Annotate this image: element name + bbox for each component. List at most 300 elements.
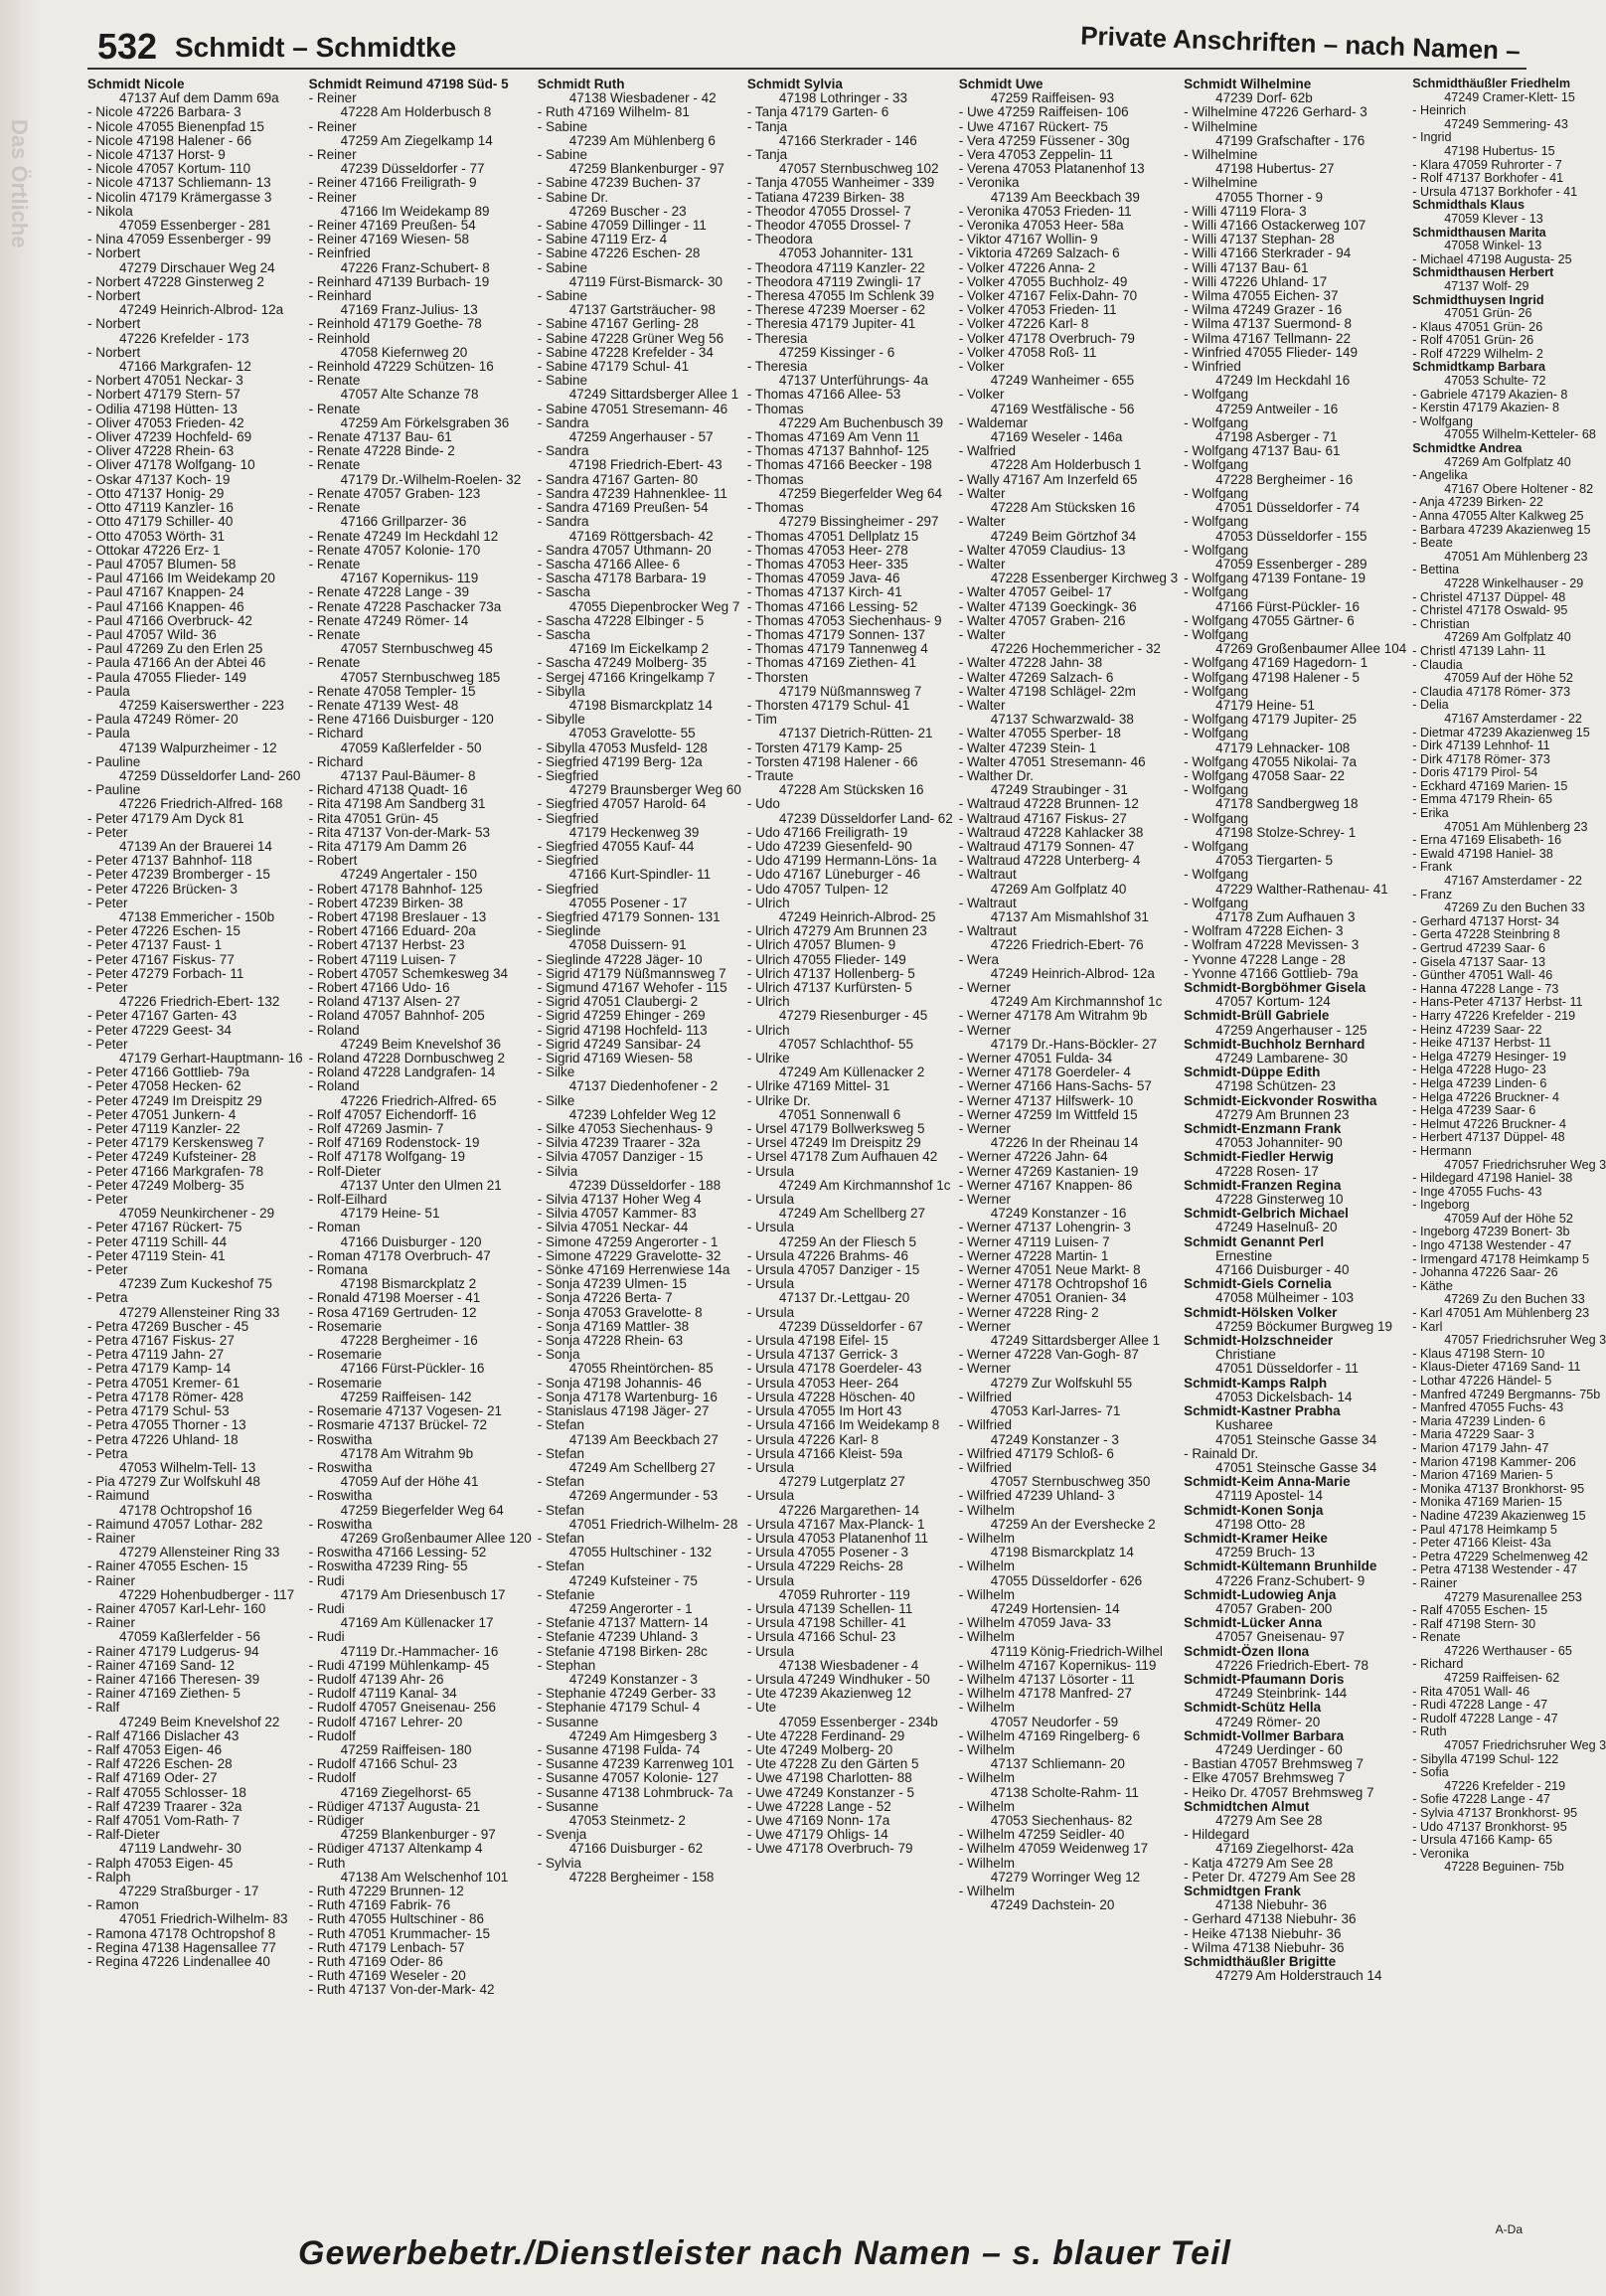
entry-name: - Ursula [746,1488,795,1504]
directory-entry [309,910,532,924]
directory-entry [1412,996,1606,1010]
directory-entry [959,1729,1178,1743]
directory-entry [87,148,303,162]
directory-entry [1412,253,1606,267]
entry-name: - Simone 47259 Angerorter - 1 [537,1233,719,1249]
directory-entry [959,868,1178,896]
entry-name: - Waltraut [958,867,1017,883]
entry-name: - Robert 47166 Eduard- 20a [308,923,476,939]
directory-entry [747,1673,953,1687]
entry-address: 47166 Im Weidekamp 89 [340,203,490,219]
directory-entry [538,473,741,487]
entry-name: - Petra 47226 Uhland- 18 [87,1431,239,1447]
entry-name: - Gabriele 47179 Akazien- 8 [1412,387,1568,402]
entry-name: Schmidt Nicole [87,77,185,91]
entry-name: - Klara 47059 Ruhrorter - 7 [1412,157,1562,172]
entry-name: - Ursula 47055 Posener - 3 [746,1545,908,1560]
entry-name: - Roland 47057 Bahnhof- 205 [308,1008,485,1024]
entry-name: - Hermann [1412,1143,1472,1158]
entry-name: - Richard [1412,1657,1464,1672]
entry-name: - Walter [958,626,1006,642]
directory-entry [1412,1807,1606,1821]
directory-entry [538,1038,741,1052]
entry-name: - Rainer 47169 Ziethen- 5 [87,1686,241,1702]
directory-entry [1184,205,1406,219]
directory-entry [1412,1131,1606,1145]
entry-address: 47228 Am Holderbusch 1 [990,457,1142,473]
directory-entry [538,967,741,981]
entry-address: 47228 Am Holderbusch 8 [340,104,492,120]
directory-entry [747,953,953,967]
directory-entry [87,1094,303,1108]
directory-entry [1412,564,1606,590]
entry-name: - Ute 47239 Akazienweg 12 [746,1686,912,1702]
directory-entry [309,995,532,1009]
directory-entry [309,1941,532,1955]
directory-entry [959,134,1178,148]
entry-address: 47057 Alte Schanze 78 [340,387,479,403]
entry-name: - Ulrich [746,1022,790,1038]
entry-name: - Ute [746,1700,777,1716]
entry-name: - Rolf 47229 Wilhelm- 2 [1412,346,1543,361]
directory-entry [1184,1306,1406,1334]
directory-entry [87,1616,303,1644]
directory-entry [309,332,532,360]
entry-name: - Rita 47179 Am Damm 26 [308,838,467,854]
entry-name: Schmidt-Brüll Gabriele [1184,1008,1330,1024]
entry-name: - Reinhold [308,330,371,346]
directory-entry [747,1489,953,1517]
entry-name: - Ursula [746,1304,795,1320]
directory-entry [87,642,303,656]
directory-entry [1412,348,1606,362]
directory-entry [747,671,953,699]
directory-entry [959,332,1178,346]
directory-entry [1412,1077,1606,1091]
entry-name: - Sabine [537,373,588,389]
directory-entry [959,558,1178,585]
directory-entry [538,1504,741,1532]
entry-name: - Walter 47139 Goeckingk- 36 [958,598,1137,614]
entry-name: - Ulrich [746,895,790,910]
directory-entry [309,1377,532,1404]
directory-entry [87,1136,303,1150]
directory-entry [309,1687,532,1701]
directory-entry [1184,1588,1406,1616]
directory-entry [1412,1725,1606,1752]
directory-entry [87,1404,303,1418]
entry-name: - Willi 47137 Stephan- 28 [1184,232,1335,247]
directory-entry [1184,1800,1406,1828]
directory-entry [1184,1475,1406,1503]
entry-address: 47137 Am Mismahlshof 31 [990,908,1149,924]
entry-name: - Renate 47057 Graben- 123 [308,485,481,501]
entry-name: - Sandra 47169 Preußen- 54 [537,500,709,516]
entry-name: - Hans-Peter 47137 Herbst- 11 [1412,995,1583,1010]
entry-name: - Wilhelm 47169 Ringelberg- 6 [958,1727,1141,1743]
directory-entry [1412,1469,1606,1483]
entry-address: 47167 Amsterdamer - 22 [1444,711,1582,726]
directory-entry [538,1771,741,1785]
entry-name: - Anja 47239 Birken- 22 [1412,495,1543,510]
directory-entry [959,275,1178,289]
entry-name: - Volker 47226 Anna- 2 [958,259,1096,275]
entry-address: 47198 Lothringer - 33 [778,90,907,106]
entry-name: - Wilhelm 47137 Lösorter - 11 [958,1671,1135,1687]
entry-address: 47259 Am Förkelsgraben 36 [340,414,510,430]
directory-entry [747,458,953,472]
directory-entry [538,558,741,572]
directory-entry [959,1532,1178,1559]
entry-name: - Sabine [537,147,588,163]
directory-entry [87,487,303,501]
entry-name: - Siegfried [537,853,599,869]
entry-name: - Wolfgang [1184,387,1249,403]
entry-name: - Paul 47166 Knappen- 46 [87,598,244,614]
directory-entry [87,1871,303,1898]
entry-name: - Susanne 47057 Kolonie- 127 [537,1770,720,1786]
directory-entry [959,1800,1178,1828]
directory-entry [1412,294,1606,321]
directory-entry [959,685,1178,699]
directory-entry [309,1559,532,1573]
entry-name: - Petra 47119 Jahn- 27 [87,1347,225,1363]
entry-name: - Ruth [1412,1724,1447,1739]
directory-entry [87,162,303,176]
entry-name: - Thomas [746,500,804,516]
entry-address: 47053 Johanniter- 131 [778,246,913,261]
directory-entry [1412,389,1606,403]
directory-entry [538,1418,741,1446]
entry-name: - Sabine Dr. [537,189,609,205]
directory-entry [1184,1857,1406,1871]
directory-entry [959,289,1178,303]
entry-name: - Stefan [537,1502,585,1518]
directory-entry [1184,1122,1406,1150]
directory-entry [747,530,953,544]
entry-name: - Paul 47166 Im Weidekamp 20 [87,571,275,586]
entry-name: - Sabine 47119 Erz- 4 [537,232,668,247]
entry-address: Ernestine [1215,1247,1273,1263]
entry-name: - Helga 47228 Hugo- 23 [1412,1063,1546,1077]
entry-name: - Peter 47167 Fiskus- 77 [87,951,235,967]
directory-entry [1412,1064,1606,1077]
directory-entry [1184,246,1406,260]
column-4 [747,78,953,2195]
directory-entry [959,1489,1178,1503]
directory-entry [747,120,953,148]
entry-name: - Renate 47137 Bau- 61 [308,429,452,445]
entry-name: Schmidt-Schütz Hella [1184,1700,1322,1716]
directory-entry [959,1885,1178,1912]
directory-entry [87,176,303,190]
entry-address: 47059 Klever - 13 [1444,211,1543,226]
directory-entry [747,191,953,205]
directory-entry [309,1306,532,1320]
entry-name: - Walter 47059 Claudius- 13 [958,542,1126,558]
directory-entry [1412,969,1606,983]
entry-name: - Maria 47229 Saar- 3 [1412,1427,1534,1442]
entry-name: - Thomas 47051 Dellplatz 15 [746,528,919,544]
directory-entry [1412,1118,1606,1132]
entry-address: 47051 Sonnenwall 6 [778,1106,901,1122]
entry-address: 47057 Sternbuschweg 45 [340,641,493,657]
entry-name: - Ralf 47055 Schlosser- 18 [87,1784,246,1800]
directory-entry [1184,1729,1406,1757]
directory-entry [538,1786,741,1800]
entry-address: 47138 Emmericher - 150b [119,908,275,924]
directory-entry [309,1927,532,1941]
entry-name: - Sibylla [537,683,585,699]
directory-entry [959,1362,1178,1390]
entry-name: - Ursula 47137 Borkhofer - 41 [1412,184,1578,199]
entry-name: - Wilma 47055 Eichen- 37 [1184,288,1339,304]
directory-entry [87,868,303,882]
entry-name: - Sabine 47228 Grüner Weg 56 [537,330,724,346]
directory-entry [309,558,532,585]
entry-address: 47178 Ochtropshof 16 [119,1502,252,1518]
directory-entry [87,1009,303,1023]
entry-name: - Petra 47178 Römer- 428 [87,1389,243,1404]
directory-entry [1412,469,1606,496]
directory-entry [1412,78,1606,104]
entry-name: - Sabine [537,118,588,134]
directory-entry [87,953,303,967]
directory-entry [87,671,303,685]
entry-name: - Thomas 47137 Bahnhof- 125 [746,443,929,459]
directory-entry [538,317,741,331]
entry-name: - Volker 47058 Roß- 11 [958,344,1097,360]
directory-entry [747,558,953,572]
directory-entry [747,1150,953,1164]
entry-address: 47249 Lambarene- 30 [1215,1051,1348,1066]
directory-entry [1184,585,1406,613]
entry-name: - Wolfgang 47139 Fontane- 19 [1184,571,1366,586]
directory-entry [747,1221,953,1248]
directory-entry [538,1475,741,1503]
directory-entry [959,897,1178,924]
column-3 [538,78,741,2195]
entry-name: - Ruth 47169 Oder- 86 [308,1954,443,1970]
entry-address: 47053 Düsseldorfer - 155 [1215,528,1367,544]
entry-name: - Sandra 47239 Hahnenklee- 11 [537,485,727,501]
directory-entry [747,233,953,260]
entry-name: - Sabine 47239 Buchen- 37 [537,175,702,191]
entry-address: 47179 Dr.-Hans-Böckler- 27 [990,1036,1158,1052]
directory-entry [87,727,303,754]
entry-name: - Otto 47053 Wörth- 31 [87,528,226,544]
directory-entry [747,1362,953,1376]
directory-entry [538,797,741,811]
entry-address: 47179 Heine- 51 [1215,697,1315,713]
entry-address: 47179 Dr.-Wilhelm-Roelen- 32 [340,471,522,487]
entry-name: - Paula 47249 Römer- 20 [87,712,239,728]
entry-name: Schmidt Wilhelmine [1184,77,1312,91]
directory-entry [1412,1563,1606,1577]
directory-entry [959,1857,1178,1885]
entry-name: - Stefanie [537,1586,595,1602]
entry-name: - Theresia 47179 Jupiter- 41 [746,316,916,332]
entry-name: - Thomas 47137 Kirch- 41 [746,584,902,600]
directory-entry [309,1249,532,1263]
entry-name: - Richard [308,726,364,741]
entry-name: - Paul 47178 Heimkamp 5 [1412,1522,1557,1537]
entry-name: - Rolf-Dieter [308,1163,382,1179]
directory-entry [309,1079,532,1107]
entry-name: - Reiner [308,90,357,106]
entry-name: - Bastian 47057 Brehmsweg 7 [1184,1756,1364,1772]
entry-name: - Peter 47166 Gottlieb- 79a [87,1065,249,1080]
directory-entry [1184,685,1406,713]
directory-entry [1184,868,1406,896]
directory-entry [538,544,741,558]
entry-name: - Sigrid 47051 Claubergi- 2 [537,994,699,1010]
directory-entry [747,1574,953,1602]
directory-entry [87,1165,303,1179]
directory-entry [309,1800,532,1814]
entry-address: 47169 Ziegelhorst- 65 [340,1784,471,1800]
entry-name: - Tim [746,712,777,728]
directory-entry [1412,1753,1606,1767]
directory-entry [538,233,741,246]
entry-name: - Petra 47167 Fiskus- 27 [87,1333,235,1349]
entry-name: - Peter Dr. 47279 Am See 28 [1184,1869,1356,1885]
directory-entry [959,1150,1178,1164]
column-1 [87,78,303,2195]
entry-name: - Ingrid [1412,130,1452,145]
directory-entry [747,1532,953,1546]
directory-entry [309,1701,532,1715]
directory-entry [959,1391,1178,1418]
directory-entry [87,473,303,487]
entry-name: - Werner 47051 Neue Markt- 8 [958,1262,1141,1278]
directory-entry [538,289,741,317]
entry-address: 47057 Gneisenau- 97 [1215,1629,1345,1645]
entry-name: - Sibylle [537,712,585,728]
entry-name: - Rudi [308,1572,345,1588]
directory-entry [1184,1263,1406,1277]
directory-entry [1412,591,1606,605]
directory-entry [1412,1145,1606,1172]
entry-address: 47139 An der Brauerei 14 [119,838,272,854]
entry-name: - Pauline [87,753,141,769]
entry-name: - Rainer 47055 Eschen- 15 [87,1558,248,1574]
entry-name: - Nadine 47239 Akazienweg 15 [1412,1508,1586,1523]
directory-entry [1412,1821,1606,1835]
directory-entry [747,585,953,599]
entry-name: Schmidt-Giels Cornelia [1184,1276,1332,1292]
entry-name: - Helga 47239 Linden- 6 [1412,1075,1547,1090]
directory-entry [959,656,1178,670]
entry-name: - Wally 47167 Am Inzerfeld 65 [958,471,1138,487]
entry-name: - Wolfram 47228 Mevissen- 3 [1184,937,1360,953]
entry-name: - Peter 47179 Kerskensweg 7 [87,1135,264,1151]
entry-name: - Ruth [308,1855,346,1871]
directory-entry [1412,739,1606,753]
entry-name: - Wolfgang 47179 Jupiter- 25 [1184,712,1357,728]
directory-entry [959,1659,1178,1673]
entry-name: - Roland 47137 Alsen- 27 [308,994,460,1010]
entry-name: - Norbert [87,246,141,261]
directory-entry [959,487,1178,515]
directory-entry [538,1052,741,1066]
entry-address: 47179 Am Driesenbusch 17 [340,1586,506,1602]
directory-entry [747,1645,953,1673]
entry-address: 47137 Schliemann- 20 [990,1756,1125,1772]
directory-entry [1184,233,1406,246]
entry-name: - Claudia [1412,657,1463,672]
directory-entry [309,78,532,91]
entry-name: - Sabine 47167 Gerling- 28 [537,316,699,332]
directory-entry [1412,1010,1606,1024]
directory-entry [1412,227,1606,253]
entry-address: 47059 Ruhrorter - 119 [778,1586,910,1602]
entry-name: - Ursula 47198 Schiller- 41 [746,1615,906,1631]
entry-name: - Roswitha 47239 Ring- 55 [308,1558,468,1574]
directory-entry [1184,1362,1406,1376]
entry-name: - Peter [87,1036,128,1052]
directory-entry [87,1193,303,1221]
directory-entry [1184,1757,1406,1771]
entry-name: - Werner [958,1192,1012,1208]
entry-name: - Rüdiger 47137 Augusta- 21 [308,1798,481,1814]
directory-entry [309,1729,532,1757]
entry-name: - Otto 47179 Schiller- 40 [87,514,234,530]
entry-name: - Waltraud 47167 Fiskus- 27 [958,810,1127,826]
entry-name: - Petra 47055 Thorner - 13 [87,1417,246,1433]
entry-name: - Rainer 47169 Sand- 12 [87,1657,235,1673]
entry-name: - Paula [87,683,130,699]
directory-entry [1184,1786,1406,1800]
entry-name: - Ruth 47179 Lenbach- 57 [308,1939,465,1955]
entry-address: 47259 Biegerfelder Weg 64 [340,1502,504,1518]
directory-entry [1412,1766,1606,1793]
entry-name: Schmidt-Vollmer Barbara [1184,1727,1345,1743]
entry-address: 47249 Beim Knevelshof 22 [119,1714,280,1729]
directory-entry [87,1235,303,1249]
directory-entry [1184,1094,1406,1122]
directory-entry [1412,1496,1606,1510]
entry-address: 47259 Raiffeisen- 180 [340,1741,472,1757]
directory-entry [959,1842,1178,1856]
directory-entry [1412,1524,1606,1538]
entry-name: - Wolfgang 47198 Halener - 5 [1184,669,1360,685]
entry-name: - Sabine [537,259,588,275]
entry-name: - Wolfgang [1184,867,1249,883]
directory-entry [959,953,1178,981]
directory-entry [538,1221,741,1234]
entry-name: - Renate [1412,1630,1461,1645]
entry-address: 47053 Karl-Jarres- 71 [990,1403,1121,1419]
entry-name: - Katja 47279 Am See 28 [1184,1855,1334,1871]
entry-name: - Wilhelm [958,1855,1016,1871]
entry-name: - Nikola [87,203,133,219]
directory-entry [1412,1226,1606,1239]
entry-name: - Theodora 47119 Kanzler- 22 [746,259,925,275]
entry-address: 47198 Otto- 28 [1215,1516,1306,1532]
entry-name: - Eckhard 47169 Marien- 15 [1412,778,1568,793]
entry-name: - Wolfgang 47169 Hagedorn- 1 [1184,655,1368,671]
directory-entry [309,614,532,628]
entry-name: - Wolfgang [1184,683,1249,699]
directory-entry [959,840,1178,854]
entry-name: - Peter 47249 Kufsteiner- 28 [87,1149,256,1165]
entry-name: - Nicole 47226 Barbara- 3 [87,104,241,120]
directory-entry [747,501,953,529]
directory-entry [87,205,303,233]
directory-entry [959,303,1178,317]
entry-name: - Wolfram 47228 Eichen- 3 [1184,923,1344,939]
